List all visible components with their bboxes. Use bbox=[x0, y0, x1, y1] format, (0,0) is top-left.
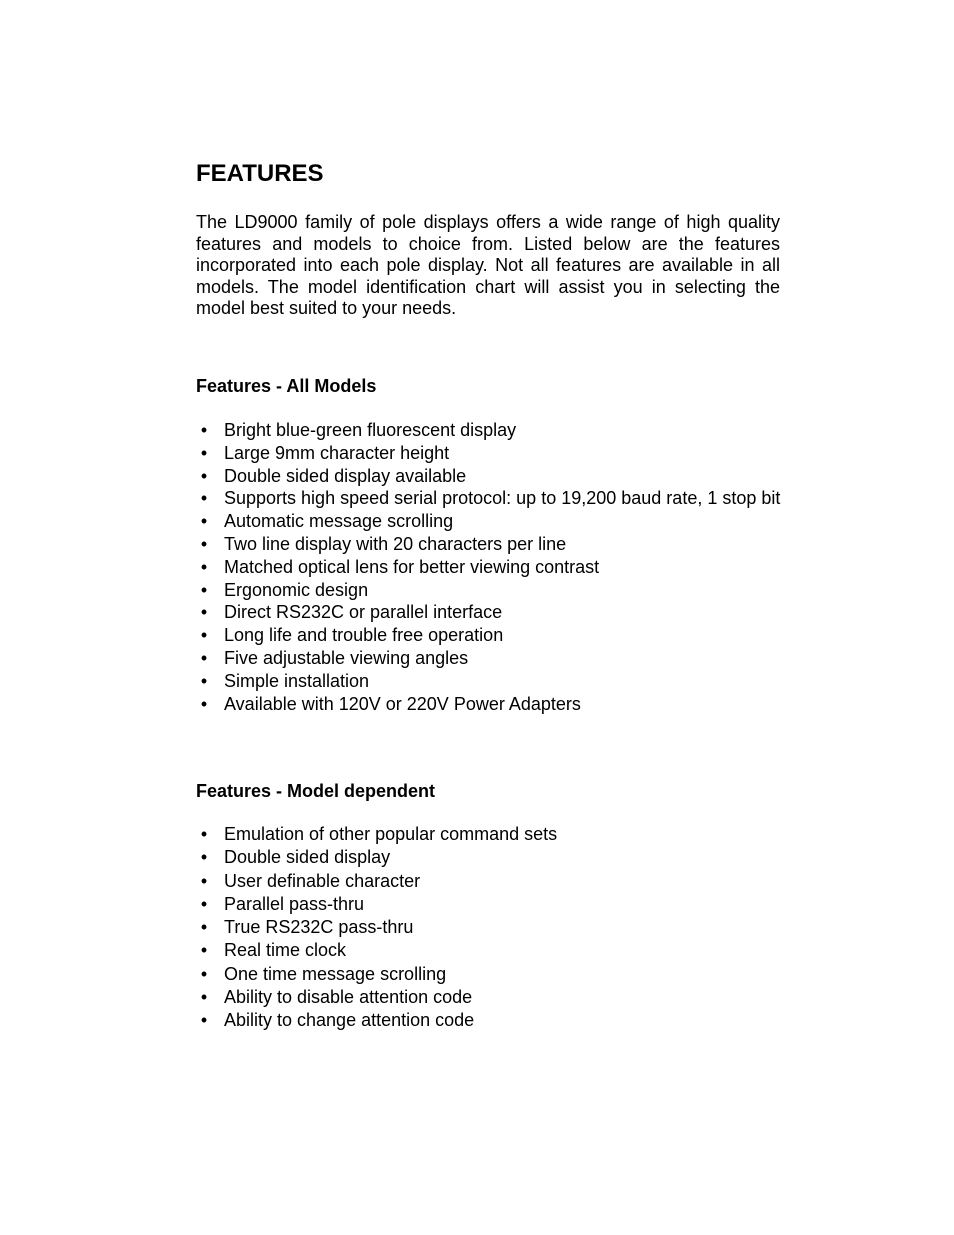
list-item-text: Ergonomic design bbox=[224, 579, 369, 600]
list-item-text: Available with 120V or 220V Power Adapters bbox=[224, 693, 581, 714]
list-item bbox=[196, 648, 786, 669]
list-item-text: One time message scrolling bbox=[224, 963, 447, 984]
model-dependent-list bbox=[196, 824, 786, 1034]
bullet-icon: • bbox=[200, 488, 208, 509]
section-heading-all-models: Features - All Models bbox=[196, 376, 377, 396]
list-item-text: Long life and trouble free operation bbox=[224, 625, 504, 646]
list-item-text: Ability to disable attention code bbox=[224, 987, 473, 1008]
list-item bbox=[196, 871, 786, 893]
bullet-icon: • bbox=[200, 670, 208, 691]
bullet-icon: • bbox=[200, 625, 208, 646]
list-item bbox=[196, 894, 786, 916]
list-item bbox=[196, 557, 786, 578]
bullet-icon: • bbox=[200, 870, 208, 891]
list-item bbox=[196, 443, 786, 464]
list-item bbox=[196, 534, 786, 555]
list-item bbox=[196, 580, 786, 601]
list-item bbox=[196, 488, 786, 509]
list-item-text: Matched optical lens for better viewing contrast bbox=[224, 556, 600, 577]
bullet-icon: • bbox=[200, 442, 208, 463]
list-item-text: Large 9mm character height bbox=[224, 442, 450, 463]
list-item bbox=[196, 987, 786, 1009]
list-item-text: Emulation of other popular command sets bbox=[224, 824, 558, 844]
list-item-text: Parallel pass-thru bbox=[224, 893, 365, 914]
list-item bbox=[196, 917, 786, 939]
list-item bbox=[196, 824, 786, 846]
list-item bbox=[196, 964, 786, 986]
list-item bbox=[196, 511, 786, 532]
list-item-text: User definable character bbox=[224, 870, 421, 891]
bullet-icon: • bbox=[200, 533, 208, 554]
bullet-icon: • bbox=[200, 602, 208, 623]
list-item-text: Direct RS232C or parallel interface bbox=[224, 602, 503, 623]
bullet-icon: • bbox=[200, 511, 208, 532]
list-item-text: Bright blue-green fluorescent display bbox=[224, 420, 517, 440]
list-item bbox=[196, 420, 786, 441]
list-item bbox=[196, 940, 786, 962]
list-item-text: Real time clock bbox=[224, 940, 347, 961]
list-item-text: Double sided display available bbox=[224, 465, 467, 486]
list-item-text: Ability to change attention code bbox=[224, 1010, 475, 1031]
bullet-icon: • bbox=[200, 647, 208, 668]
list-item-text: Supports high speed serial protocol: up to 19,200 baud rate, 1 stop bit bbox=[224, 488, 781, 509]
list-item bbox=[196, 466, 786, 487]
list-item bbox=[196, 625, 786, 646]
bullet-icon: • bbox=[200, 963, 208, 984]
list-item bbox=[196, 671, 786, 692]
list-item-text: Five adjustable viewing angles bbox=[224, 647, 469, 668]
list-item bbox=[196, 602, 786, 623]
bullet-icon: • bbox=[200, 893, 208, 914]
list-item-text: Simple installation bbox=[224, 670, 370, 691]
bullet-icon: • bbox=[200, 987, 208, 1008]
list-item-text: Automatic message scrolling bbox=[224, 511, 454, 532]
bullet-icon: • bbox=[200, 847, 208, 868]
list-item-text: Two line display with 20 characters per line bbox=[224, 533, 567, 554]
all-models-list bbox=[196, 420, 786, 716]
bullet-icon: • bbox=[200, 420, 208, 440]
bullet-icon: • bbox=[200, 1010, 208, 1031]
list-item bbox=[196, 1010, 786, 1032]
list-item bbox=[196, 847, 786, 869]
list-item-text: Double sided display bbox=[224, 847, 391, 868]
bullet-icon: • bbox=[200, 556, 208, 577]
bullet-icon: • bbox=[200, 940, 208, 961]
bullet-icon: • bbox=[200, 693, 208, 714]
bullet-icon: • bbox=[200, 465, 208, 486]
list-item bbox=[196, 694, 786, 715]
page-title: FEATURES bbox=[196, 160, 324, 187]
bullet-icon: • bbox=[200, 917, 208, 938]
bullet-icon: • bbox=[200, 824, 208, 844]
list-item-text: True RS232C pass-thru bbox=[224, 917, 414, 938]
section-heading-model-dependent: Features - Model dependent bbox=[196, 781, 436, 801]
bullet-icon: • bbox=[200, 579, 208, 600]
intro-paragraph: The LD9000 family of pole displays offers a wide range of high quality features and models to choice from. Listed below are the features incorporated into each pole display. Not all features are available in all models. The model identification chart will assist you in selecting the model best suited to your needs. bbox=[196, 212, 780, 318]
